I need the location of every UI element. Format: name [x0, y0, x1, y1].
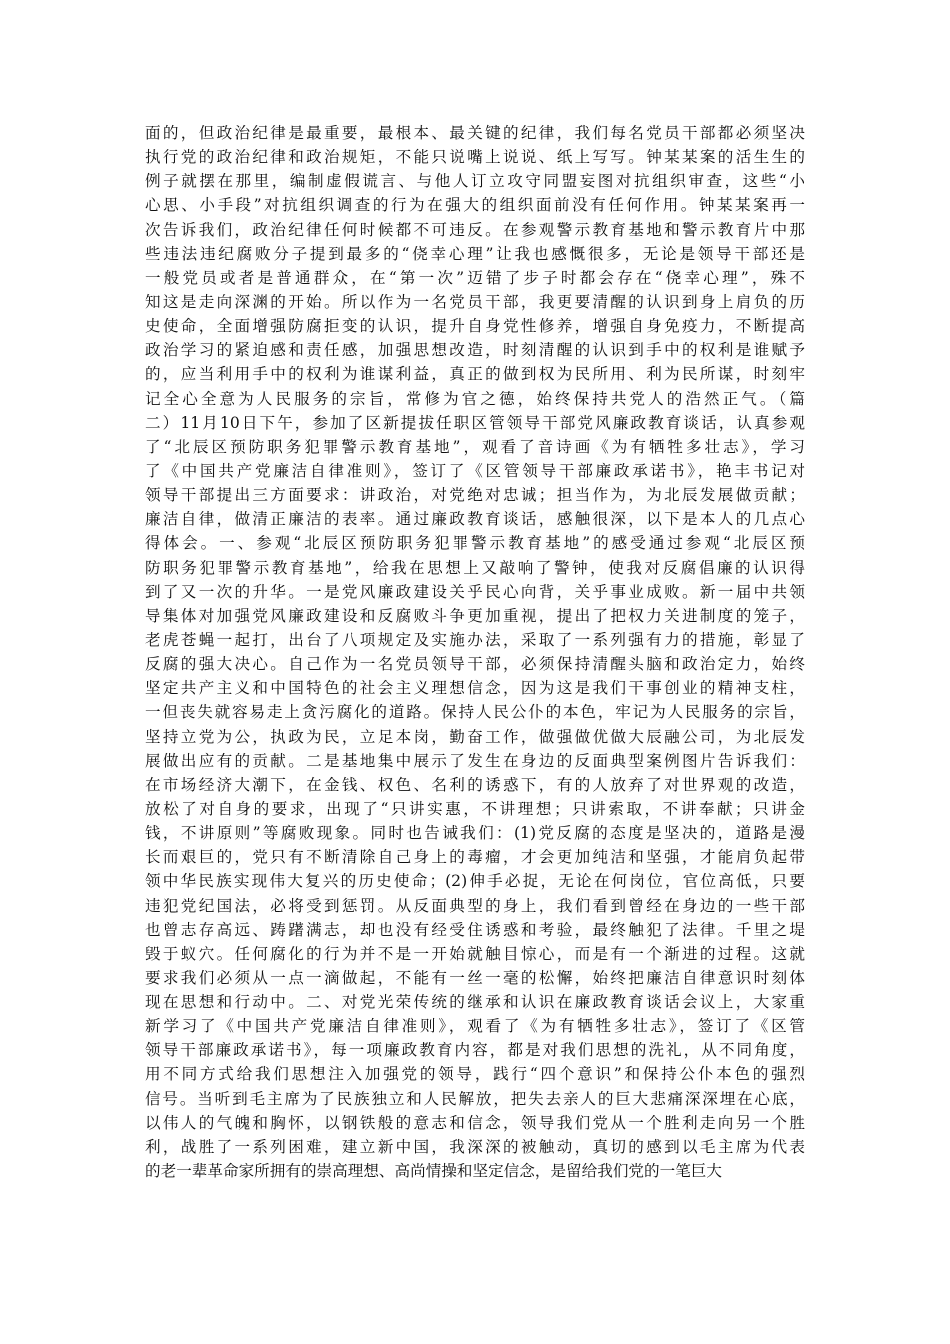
text-line: 执行党的政治纪律和政治规矩，不能只说嘴上说说、纸上写写。钟某某案的活生生的: [145, 148, 805, 167]
text-line: 长而艰巨的，党只有不断清除自己身上的毒瘤，才会更加纯洁和坚强，才能肩负起带: [145, 848, 805, 867]
text-line: 史使命，全面增强防腐拒变的认识，提升自身党性修养，增强自身免疫力，不断提高: [145, 317, 805, 336]
text-line: 钱，不讲原则”等腐败现象。同时也告诫我们：(1)党反腐的态度是坚决的，道路是漫: [145, 824, 805, 843]
text-line: 政治学习的紧迫感和责任感，加强思想改造，时刻清醒的认识到手中的权利是谁赋予: [145, 341, 805, 360]
text-line: 些违法违纪腐败分子提到最多的“侥幸心理”让我也感慨很多，无论是领导干部还是: [145, 244, 805, 263]
text-line: 放松了对自身的要求，出现了“只讲实惠，不讲理想；只讲索取，不讲奉献；只讲金: [145, 799, 805, 818]
text-line: 记全心全意为人民服务的宗旨，常修为官之德，始终保持共党人的浩然正气。（篇: [145, 389, 805, 408]
text-line: 二）11月10日下午，参加了区新提拔任职区管领导干部党风廉政教育谈话，认真参观: [145, 413, 805, 432]
text-line: 现在思想和行动中。二、对党光荣传统的继承和认识在廉政教育谈话会议上，大家重: [145, 993, 805, 1012]
text-line: 用不同方式给我们思想注入加强党的领导，践行“四个意识”和保持公仆本色的强烈: [145, 1065, 805, 1084]
text-line: 也曾志存高远、踌躇满志，却也没有经受住诱惑和考验，最终触犯了法律。千里之堤: [145, 920, 805, 939]
document-body-text: [145, 121, 805, 1183]
text-line: 廉洁自律，做清正廉洁的表率。通过廉政教育谈话，感触很深，以下是本人的几点心: [145, 510, 805, 529]
text-line: 领导干部提出三方面要求：讲政治，对党绝对忠诚；担当作为，为北辰发展做贡献；: [145, 486, 805, 505]
text-line: 例子就摆在那里，编制虚假谎言、与他人订立攻守同盟妄图对抗组织审查，这些“小: [145, 172, 805, 191]
text-line: 了“北辰区预防职务犯罪警示教育基地”，观看了音诗画《为有牺牲多壮志》，学习: [145, 437, 805, 456]
text-line: 毁于蚁穴。任何腐化的行为并不是一开始就触目惊心，而是有一个渐进的过程。这就: [145, 944, 805, 963]
text-line: 的，应当利用手中的权利为谁谋利益，真正的做到权为民所用、利为民所谋，时刻牢: [145, 365, 805, 384]
text-line: 一但丧失就容易走上贪污腐化的道路。保持人民公仆的本色，牢记为人民服务的宗旨，: [145, 703, 805, 722]
text-line: 次告诉我们，政治纪律任何时候都不可违反。在参观警示教育基地和警示教育片中那: [145, 220, 805, 239]
text-line: 信号。当听到毛主席为了民族独立和人民解放，把失去亲人的巨大悲痛深深埋在心底，: [145, 1089, 805, 1108]
text-line: 坚定共产主义和中国特色的社会主义理想信念，因为这是我们干事创业的精神支柱，: [145, 679, 805, 698]
text-line: 心思、小手段”对抗组织调查的行为在强大的组织面前没有任何作用。钟某某案再一: [145, 196, 805, 215]
text-line: 了《中国共产党廉洁自律准则》，签订了《区管领导干部廉政承诺书》，艳丰书记对: [145, 461, 805, 480]
text-line: 知这是走向深渊的开始。所以作为一名党员干部，我更要清醒的认识到身上肩负的历: [145, 292, 805, 311]
text-line: 的老一辈革命家所拥有的崇高理想、高尚情操和坚定信念，是留给我们党的一笔巨大: [145, 1162, 722, 1181]
text-line: 新学习了《中国共产党廉洁自律准则》，观看了《为有牺牲多壮志》，签订了《区管: [145, 1017, 805, 1036]
text-line: 坚持立党为公，执政为民，立足本岗，勤奋工作，做强做优做大辰融公司，为北辰发: [145, 727, 805, 746]
text-line: 违犯党纪国法，必将受到惩罚。从反面典型的身上，我们看到曾经在身边的一些干部: [145, 896, 805, 915]
text-line: 利，战胜了一系列困难，建立新中国，我深深的被触动，真切的感到以毛主席为代表: [145, 1137, 805, 1156]
text-line: 以伟人的气魄和胸怀，以钢铁般的意志和信念，领导我们党从一个胜利走向另一个胜: [145, 1113, 805, 1132]
text-line: 一般党员或者是普通群众，在“第一次”迈错了步子时都会存在“侥幸心理”，殊不: [145, 268, 805, 287]
text-line: 领中华民族实现伟大复兴的历史使命；(2)伸手必捉，无论在何岗位，官位高低，只要: [145, 872, 805, 891]
text-line: 导集体对加强党风廉政建设和反腐败斗争更加重视，提出了把权力关进制度的笼子，: [145, 606, 805, 625]
text-line: 要求我们必须从一点一滴做起，不能有一丝一毫的松懈，始终把廉洁自律意识时刻体: [145, 968, 805, 987]
text-line: 面的，但政治纪律是最重要，最根本、最关键的纪律，我们每名党员干部都必须坚决: [145, 124, 805, 142]
text-line: 在市场经济大潮下，在金钱、权色、名利的诱惑下，有的人放弃了对世界观的改造，: [145, 775, 805, 794]
text-line: 到了又一次的升华。一是党风廉政建设关乎民心向背，关乎事业成败。新一届中共领: [145, 582, 805, 601]
text-line: 得体会。一、参观“北辰区预防职务犯罪警示教育基地”的感受通过参观“北辰区预: [145, 534, 805, 553]
text-line: 展做出应有的贡献。二是基地集中展示了发生在身边的反面典型案例图片告诉我们：: [145, 751, 805, 770]
text-line: 老虎苍蝇一起打，出台了八项规定及实施办法，采取了一系列强有力的措施，彰显了: [145, 630, 805, 649]
text-line: 反腐的强大决心。自己作为一名党员领导干部，必须保持清醒头脑和政治定力，始终: [145, 655, 805, 674]
text-line: 防职务犯罪警示教育基地”，给我在思想上又敲响了警钟，使我对反腐倡廉的认识得: [145, 558, 805, 577]
text-line: 领导干部廉政承诺书》，每一项廉政教育内容，都是对我们思想的洗礼，从不同角度，: [145, 1041, 805, 1060]
